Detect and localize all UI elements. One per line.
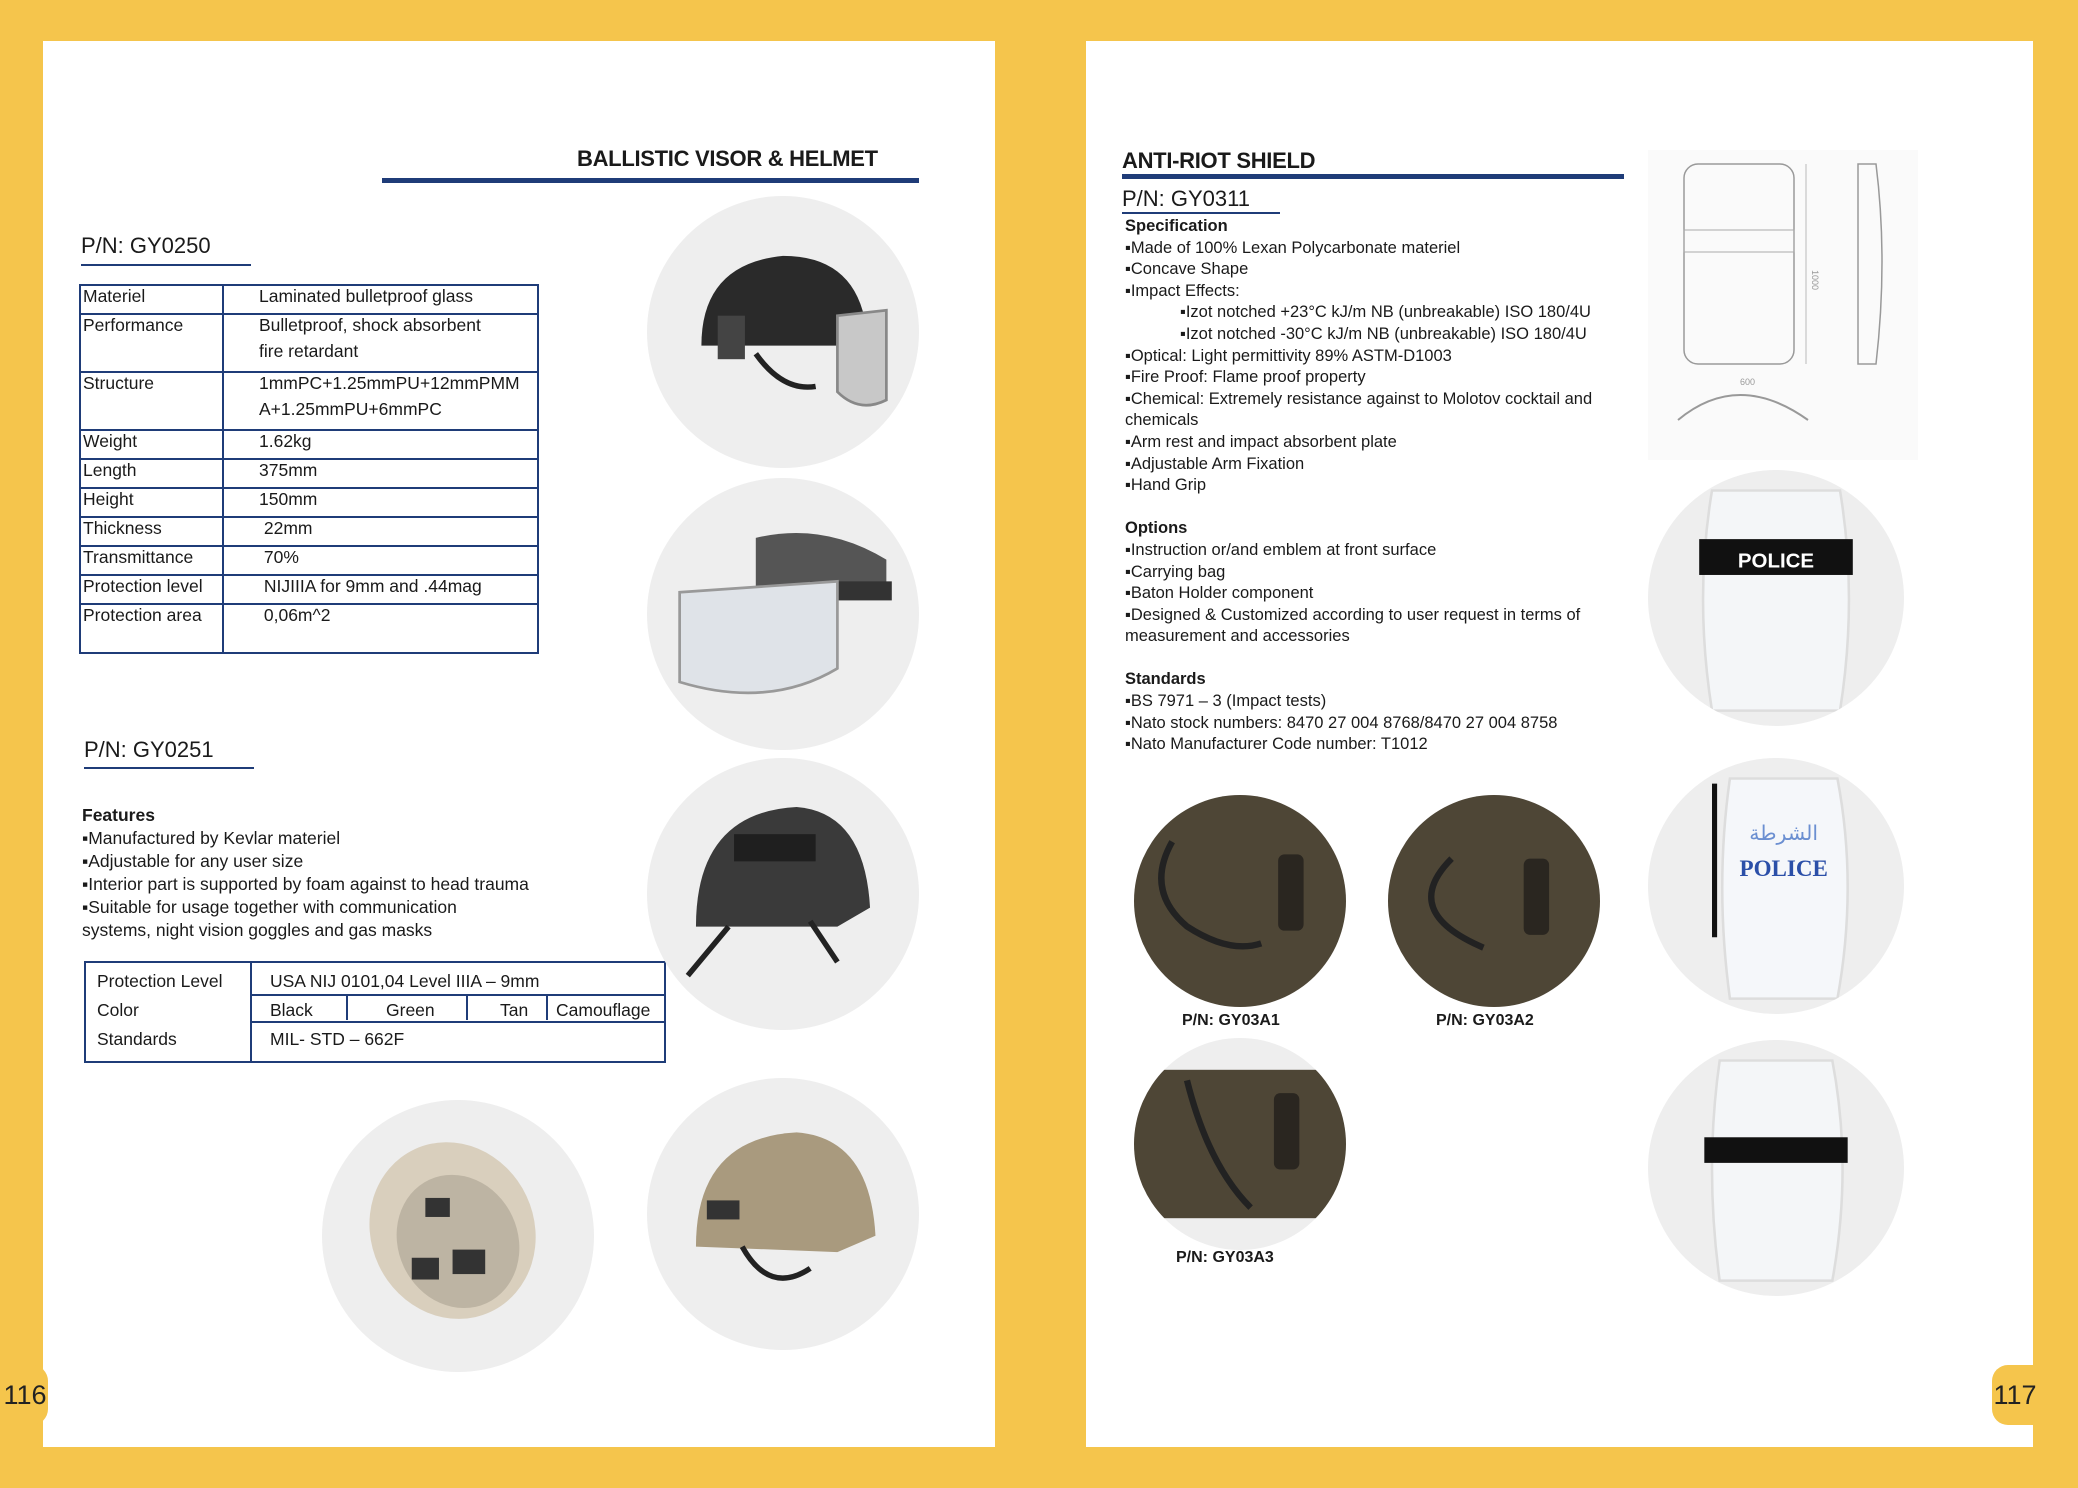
spec-row bbox=[80, 517, 538, 546]
spec-item: ▪Concave Shape bbox=[1125, 260, 1249, 279]
police-shield-image bbox=[1648, 470, 1904, 726]
section-title-underline bbox=[382, 178, 919, 183]
spec-key: Height bbox=[80, 488, 223, 517]
spec-item: ▪Fire Proof: Flame proof property bbox=[1125, 368, 1366, 387]
helmet-with-visor-image bbox=[647, 196, 919, 468]
option-item: ▪Baton Holder component bbox=[1125, 584, 1314, 603]
color-black: Black bbox=[270, 1000, 313, 1020]
helmet-interior-image bbox=[322, 1100, 594, 1372]
spec-value: 150mm bbox=[223, 488, 538, 517]
standard-item: ▪Nato Manufacturer Code number: T1012 bbox=[1125, 735, 1428, 754]
drawing-height-label: 1000 bbox=[1810, 270, 1820, 291]
standards-label: Standards bbox=[97, 1029, 177, 1049]
shield-spec-text bbox=[1125, 216, 1592, 756]
features-heading: Features bbox=[82, 805, 155, 825]
spec-item: ▪Arm rest and impact absorbent plate bbox=[1125, 432, 1397, 451]
spec-key: Materiel bbox=[80, 285, 223, 314]
spec-key: Thickness bbox=[80, 517, 223, 546]
option-item: ▪Carrying bag bbox=[1125, 562, 1226, 581]
pn-underline bbox=[81, 264, 251, 266]
clear-shield-image bbox=[1648, 1040, 1904, 1296]
color-camouflage: Camouflage bbox=[556, 1000, 651, 1020]
spec-item: ▪Izot notched -30°C kJ/m NB (unbreakable) ISO 180/4U bbox=[1180, 324, 1587, 343]
shield-police-label: POLICE bbox=[1737, 549, 1815, 573]
spec-value: 1.62kg bbox=[223, 430, 538, 459]
option-item: ▪Instruction or/and emblem at front surface bbox=[1125, 540, 1437, 559]
pn-underline bbox=[1122, 212, 1280, 214]
arm-rest-gy03a2-image bbox=[1388, 795, 1600, 1007]
spec-table-gy0250 bbox=[79, 284, 539, 654]
spec-item: ▪Impact Effects: bbox=[1125, 281, 1240, 300]
spec-item: ▪Made of 100% Lexan Polycarbonate materiel bbox=[1125, 238, 1461, 257]
arm-rest-gy03a3-image bbox=[1134, 1038, 1346, 1250]
feature-item: ▪Adjustable for any user size bbox=[82, 851, 304, 871]
spec-row bbox=[80, 285, 538, 314]
color-label: Color bbox=[97, 1000, 139, 1020]
caption-gy03a2: P/N: GY03A2 bbox=[1436, 1012, 1534, 1029]
shield-arabic-label: الشرطة bbox=[1749, 820, 1819, 845]
spec-value-line1: 1mmPC+1.25mmPU+12mmPMM bbox=[259, 373, 520, 393]
shield-technical-drawing bbox=[1648, 150, 1918, 460]
standard-item: ▪Nato stock numbers: 8470 27 004 8768/8470 27 004 8758 bbox=[1125, 713, 1558, 732]
section-title-anti-riot-shield: ANTI-RIOT SHIELD bbox=[1122, 148, 1316, 173]
spec-value: 22mm bbox=[223, 517, 538, 546]
product-pn-gy0311: P/N: GY0311 bbox=[1122, 186, 1250, 211]
spec-key: Length bbox=[80, 459, 223, 488]
page-number-left: 116 bbox=[2, 1365, 48, 1425]
spec-row bbox=[80, 314, 538, 372]
spec-key: Protection level bbox=[80, 575, 223, 604]
spec-key: Protection area bbox=[80, 604, 223, 653]
color-tan: Tan bbox=[500, 1000, 529, 1020]
specification-heading: Specification bbox=[1125, 217, 1228, 235]
spec-item: chemicals bbox=[1125, 411, 1199, 430]
ballistic-visor-image bbox=[647, 478, 919, 750]
spec-key: Structure bbox=[80, 372, 223, 430]
feature-item: ▪Suitable for usage together with communication bbox=[82, 897, 457, 917]
spec-value-line2: A+1.25mmPU+6mmPC bbox=[259, 399, 442, 419]
feature-item: ▪Interior part is supported by foam against to head trauma bbox=[82, 874, 529, 894]
spec-item: ▪Chemical: Extremely resistance against to Molotov cocktail and bbox=[1125, 389, 1593, 408]
caption-gy03a1: P/N: GY03A1 bbox=[1182, 1012, 1280, 1029]
section-title-underline bbox=[1122, 174, 1624, 179]
spec-value: 70% bbox=[223, 546, 538, 575]
spec-value-line2: fire retardant bbox=[259, 341, 359, 361]
spec-row bbox=[80, 546, 538, 575]
spec-row bbox=[80, 604, 538, 653]
spec-item: ▪Optical: Light permittivity 89% ASTM-D1003 bbox=[1125, 346, 1452, 365]
spec-row bbox=[80, 575, 538, 604]
caption-gy03a3: P/N: GY03A3 bbox=[1176, 1249, 1274, 1266]
section-title-visor-helmet: BALLISTIC VISOR & HELMET bbox=[577, 146, 878, 171]
shield-police-label-blue: POLICE bbox=[1739, 854, 1828, 881]
spec-row bbox=[80, 459, 538, 488]
option-item: ▪Designed & Customized according to user request in terms of bbox=[1125, 605, 1581, 624]
page-number-right: 117 bbox=[1992, 1365, 2038, 1425]
spec-value: NIJIIIA for 9mm and .44mag bbox=[223, 575, 538, 604]
spec-value bbox=[223, 372, 538, 430]
product-pn-gy0250: P/N: GY0250 bbox=[81, 233, 211, 258]
standards-heading: Standards bbox=[1125, 670, 1206, 689]
options-heading: Options bbox=[1125, 519, 1188, 538]
police-arabic-shield-image bbox=[1648, 758, 1904, 1014]
spec-table-gy0251 bbox=[84, 961, 666, 1063]
spec-value: 0,06m^2 bbox=[259, 605, 331, 625]
feature-item: systems, night vision goggles and gas masks bbox=[82, 920, 433, 940]
protection-level-label: Protection Level bbox=[97, 971, 223, 991]
product-pn-gy0251: P/N: GY0251 bbox=[84, 737, 214, 762]
spec-value: Laminated bulletproof glass bbox=[223, 285, 538, 314]
spec-item: ▪Adjustable Arm Fixation bbox=[1125, 454, 1305, 473]
spec-value bbox=[223, 314, 538, 372]
spec-item: ▪Hand Grip bbox=[1125, 476, 1207, 495]
features-list bbox=[82, 804, 529, 942]
kevlar-helmet-black-image bbox=[647, 758, 919, 1030]
spec-row bbox=[80, 430, 538, 459]
kevlar-helmet-tan-image bbox=[647, 1078, 919, 1350]
feature-item: ▪Manufactured by Kevlar materiel bbox=[82, 828, 341, 848]
spec-row bbox=[80, 372, 538, 430]
arm-rest-gy03a1-image bbox=[1134, 795, 1346, 1007]
spec-value: 375mm bbox=[223, 459, 538, 488]
color-green: Green bbox=[386, 1000, 435, 1020]
protection-level-value: USA NIJ 0101,04 Level IIIA – 9mm bbox=[270, 971, 540, 991]
pn-underline bbox=[84, 767, 254, 769]
spec-value-line1: Bulletproof, shock absorbent bbox=[259, 315, 481, 335]
spec-row bbox=[80, 488, 538, 517]
spec-key: Performance bbox=[80, 314, 223, 372]
standard-item: ▪BS 7971 – 3 (Impact tests) bbox=[1125, 692, 1327, 711]
spec-item: ▪Izot notched +23°C kJ/m NB (unbreakable) ISO 180/4U bbox=[1180, 303, 1591, 322]
spec-key: Weight bbox=[80, 430, 223, 459]
spec-key: Transmittance bbox=[80, 546, 223, 575]
option-item: measurement and accessories bbox=[1125, 627, 1350, 646]
drawing-width-label: 600 bbox=[1740, 377, 1756, 387]
standards-value: MIL- STD – 662F bbox=[270, 1029, 405, 1049]
